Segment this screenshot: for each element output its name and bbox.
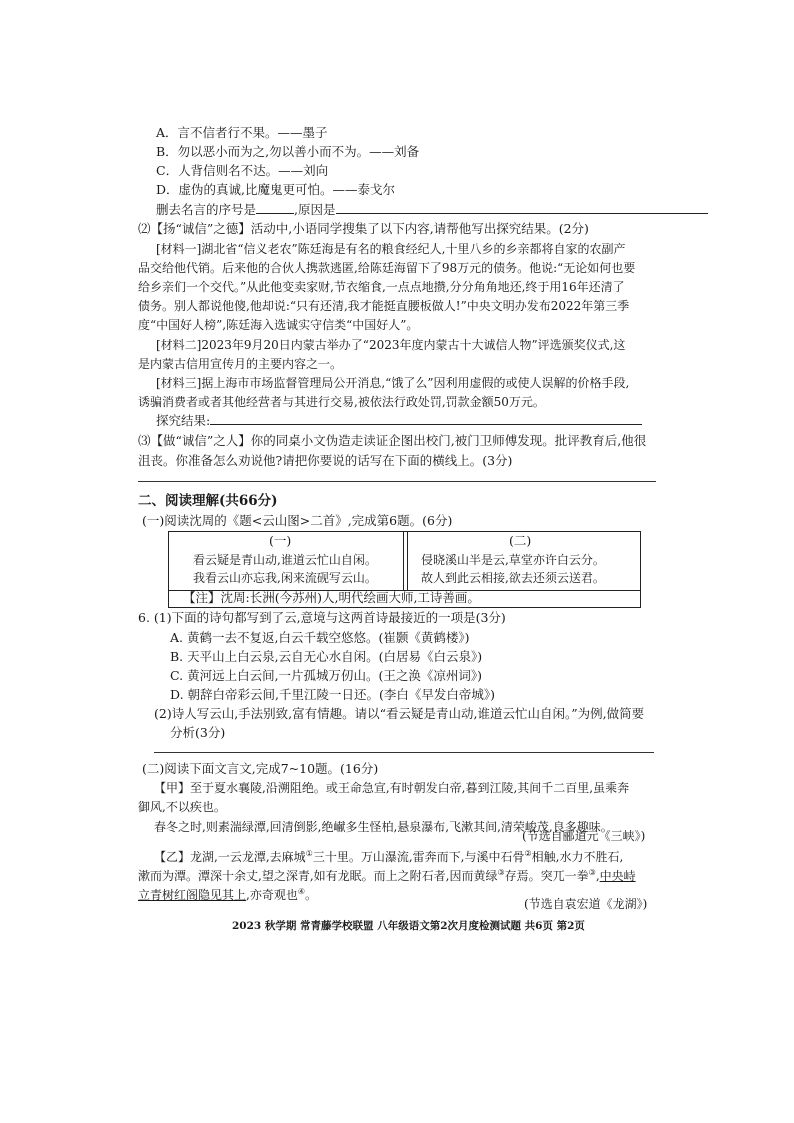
yi-line2-part-b: 存焉。突兀一拳: [504, 869, 589, 883]
result-label: 探究结果:: [156, 413, 211, 428]
yi-line1-part-a: 【乙】龙湖,一云龙潭,去麻城: [154, 850, 306, 864]
option-c: C．人背信则名不达。——刘向: [156, 163, 329, 178]
result-answer-blank[interactable]: [210, 412, 642, 425]
yi-line1-part-b: 三十里。万山瀑流,雷奔而下,与溪中石骨: [312, 850, 525, 864]
option-a: A．言不信者行不果。——墨子: [156, 125, 328, 140]
material1-line3: 给乡亲们一个交代。”从此他变卖家财,节衣缩食,一点点地攒,分分角角地还,终于用16年还清了: [138, 280, 625, 294]
material3-line2: 诱骗消费者或者其他经营者与其进行交易,被依法行政处罚,罚款金额50万元。: [138, 395, 545, 409]
q6-answer-line[interactable]: [154, 752, 654, 753]
poem2-line2: 故人到此云相接,欲去还须云送君。: [421, 571, 605, 585]
page-footer: 2023 秋学期 常青藤学校联盟 八年级语文第2次月度检测试题 共6页 第2页: [232, 920, 585, 932]
material1-line1: [材料一]湖北省“信义老农”陈廷海是有名的粮食经纪人,十里八乡的乡亲都将自家的农副产: [156, 242, 626, 256]
q3-answer-line[interactable]: [138, 481, 656, 482]
delete-answer-line: [156, 201, 708, 219]
delete-answer-blank[interactable]: [256, 201, 294, 214]
yi-underlined-b: 立青树红阁隐见其上: [138, 888, 247, 902]
material1-line2: 品交给他代销。后来他的合伙人携款逃匿,给陈廷海留下了98万元的债务。他说:“无论如何也要: [138, 261, 636, 275]
q6-sub2-line1: (2)诗人写云山,手法别致,富有情趣。请以“看云疑是青山动,谁道云忙山自闲。”为例,做简要: [154, 706, 645, 721]
jia-line1: 【甲】至于夏水襄陵,沿溯阻绝。或王命急宣,有时朝发白帝,暮到江陵,其间千二百里,虽乘奔: [154, 781, 630, 795]
result-line: [156, 412, 642, 430]
section2-title: 二、阅读理解(共66分): [138, 493, 278, 509]
yi-line2: [138, 864, 636, 885]
q6-option-c: C. 黄河远上白云间,一片孤城万仞山。(王之涣《凉州词》): [170, 668, 483, 683]
material3-line1: [材料三]据上海市市场监督管理局公开消息,“饿了么”因利用虚假的或使人误解的价格手段,: [156, 376, 630, 390]
jia-source: (节选自郦道元《三峡》): [522, 829, 646, 843]
option-b: B．勿以恶小而为之,勿以善小而不为。——刘备: [156, 144, 420, 159]
yi-line2-part-c: ,: [595, 869, 600, 883]
reason-prompt: ,原因是: [294, 202, 336, 217]
material2-line1: [材料二]2023年9月20日内蒙古举办了“2023年度内蒙古十大诚信人物”评选颁奖仪式,这: [156, 338, 626, 352]
option-d: D．虚伪的真诚,比魔鬼更可怕。——泰戈尔: [156, 182, 395, 197]
part2-stem: (二)阅读下面文言文,完成7~10题。(16分): [142, 761, 379, 776]
poem2-heading: (二): [509, 533, 532, 548]
q6-option-d: D. 朝辞白帝彩云间,千里江陵一日还。(李白《早发白帝城》): [170, 687, 496, 702]
q3-line2: 沮丧。你准备怎么劝说他?请把你要说的话写在下面的横线上。(3分): [138, 453, 513, 468]
poem-note: 【注】沈周:长洲(今苏州)人,明代绘画大师,工诗善画。: [183, 590, 480, 605]
poem2-line1: 侵晓溪山半是云,草堂亦许白云分。: [421, 553, 605, 567]
yi-line3: [138, 883, 317, 904]
note-ref-2: ②: [524, 849, 532, 858]
note-ref-3b: ③: [588, 868, 596, 877]
q6-option-b: B. 天平山上白云泉,云自无心水自闲。(白居易《白云泉》): [170, 649, 483, 664]
q2-stem: ⑵【扬“诚信”之德】活动中,小语同学搜集了以下内容,请帮他写出探究结果。(2分): [138, 221, 589, 236]
column-divider: [403, 532, 408, 590]
note-ref-4: ④: [297, 887, 306, 896]
poem1-line1: 看云疑是青山动,谁道云忙山自闲。: [193, 553, 377, 567]
yi-line1-part-c: 相触,水力不胜石,: [531, 850, 624, 864]
yi-line2-part-a: 漱而为潭。潭深十余丈,望之深青,如有龙眠。而上之附石者,因而黄绿: [138, 869, 498, 883]
yi-source: (节选自袁宏道《龙湖》): [524, 897, 648, 911]
yi-line3-part-b: ,亦奇观也: [246, 888, 298, 902]
poem-table: [168, 531, 641, 608]
yi-line3-part-c: 。: [305, 888, 318, 902]
note-ref-1: ①: [305, 849, 313, 858]
material1-line5: 度“中国好人榜”,陈廷海入选诚实守信类“中国好人”。: [138, 318, 419, 332]
q6-sub2-line2: 分析(3分): [170, 725, 226, 740]
jia-line3: 春冬之时,则素湍绿潭,回清倒影,绝𪩘多生怪柏,悬泉瀑布,飞漱其间,清荣峻茂,良多趣味。: [154, 820, 613, 834]
part1-stem: (一)阅读沈周的《题<云山图>二首》,完成第6题。(6分): [142, 513, 453, 528]
q6-stem: 6. (1)下面的诗句都写到了云,意境与这两首诗最接近的一项是(3分): [138, 610, 506, 625]
note-ref-3: ③: [497, 868, 505, 877]
q3-line1: ⑶【做“诚信”之人】你的同桌小文伪造走读证企图出校门,被门卫师傅发现。批评教育后,他很: [138, 433, 647, 448]
q6-option-a: A. 黄鹤一去不复返,白云千载空悠悠。(崔颢《黄鹤楼》): [170, 630, 470, 645]
poem1-heading: (一): [269, 533, 292, 548]
poem1-line2: 我看云山亦忘我,闲来流砚写云山。: [193, 571, 377, 585]
delete-prompt: 删去名言的序号是: [156, 202, 257, 217]
jia-line2: 御风,不以疾也。: [138, 800, 226, 814]
yi-line1: [154, 845, 623, 866]
yi-underlined-a: 中央峙: [599, 869, 636, 883]
reason-answer-blank[interactable]: [336, 201, 708, 214]
material1-line4: 债务。别人都说他傻,他却说:“只有还清,我才能挺直腰板做人!”中央文明办发布2022年第三季: [138, 299, 630, 313]
material2-line2: 是内蒙古信用宣传月的主要内容之一。: [138, 357, 343, 371]
